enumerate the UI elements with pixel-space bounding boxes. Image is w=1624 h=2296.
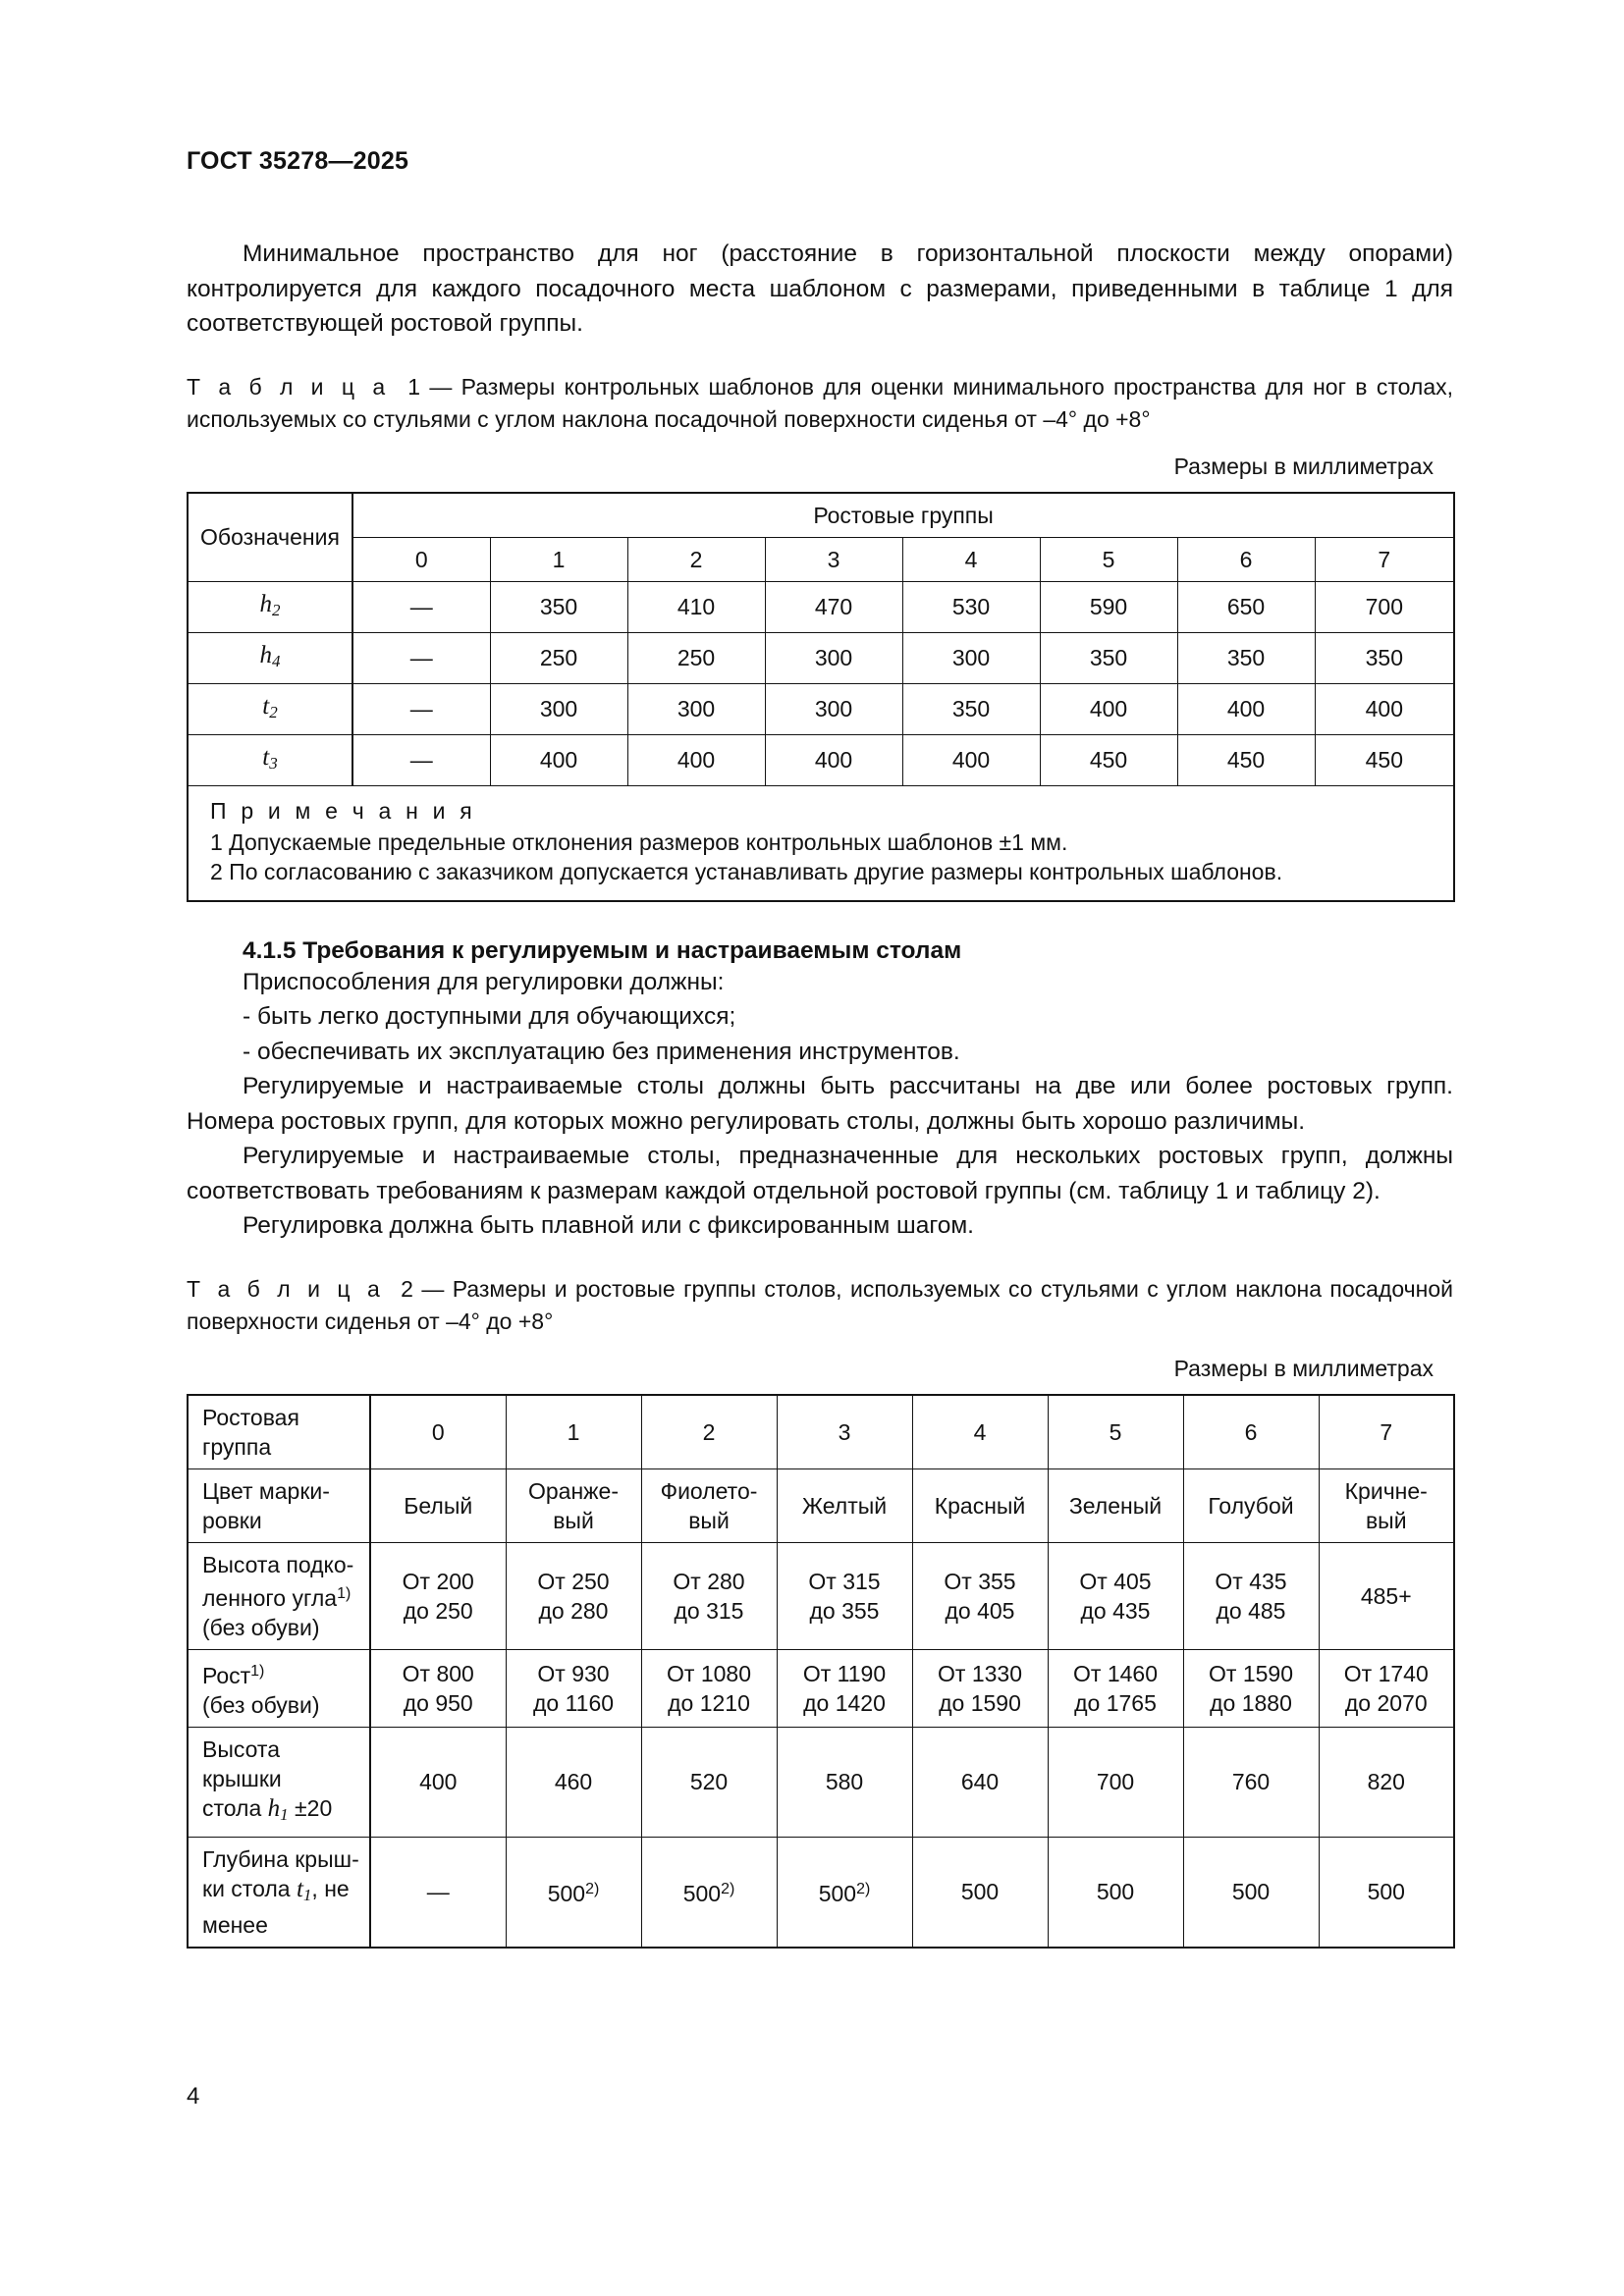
- cell-line: 500: [960, 1879, 1000, 1904]
- table1-cell: 300: [902, 632, 1040, 683]
- table2-cell: [912, 1542, 1048, 1649]
- cell-line: От 280: [673, 1568, 745, 1594]
- table1-cell: 300: [765, 683, 902, 734]
- table2-header-row: [188, 1395, 1454, 1469]
- cell-line-footnote: 500$^{2)}$: [682, 1881, 735, 1906]
- table1-group-1: 1: [490, 537, 627, 581]
- table2-row-header-line2: группа: [202, 1433, 272, 1460]
- table2-cell: [370, 1468, 506, 1542]
- table2-cell: [506, 1727, 641, 1837]
- table1-cell: 250: [627, 632, 765, 683]
- table2-cell: [912, 1468, 1048, 1542]
- table1-cell: —: [352, 734, 490, 785]
- table1-caption-label: Т а б л и ц а: [187, 373, 390, 400]
- label-line-footnote: ленного угла$^{1)}$: [202, 1584, 352, 1611]
- table1-note-2: 2 По согласованию с заказчиком допускается устанавливать другие размеры контрольных шаблонов.: [210, 858, 1283, 884]
- table1-units-note: Размеры в миллиметрах: [1173, 453, 1434, 479]
- table2-row-header-label: [188, 1395, 370, 1469]
- footnote-marker: 2): [721, 1881, 735, 1897]
- cell-line: 500: [1367, 1879, 1405, 1904]
- cell-line: —: [426, 1879, 450, 1904]
- table2-cell: [1048, 1727, 1183, 1837]
- table-row: [188, 632, 1454, 683]
- symbol-sub: 2: [272, 600, 281, 619]
- table1-notes-title: П р и м е ч а н и я: [210, 797, 476, 824]
- cell-line: до 2070: [1344, 1689, 1428, 1716]
- table2-cell: [370, 1649, 506, 1727]
- cell-line: От 250: [537, 1568, 610, 1594]
- table1: [187, 492, 1455, 902]
- table1-cell: —: [352, 683, 490, 734]
- symbol-h: h: [259, 590, 272, 617]
- table2: [187, 1394, 1455, 1949]
- table1-group-3: 3: [765, 537, 902, 581]
- table2-caption-label: Т а б л и ц а: [187, 1275, 385, 1302]
- table2-group-5: 5: [1048, 1395, 1183, 1469]
- cell-line: до 315: [674, 1597, 744, 1624]
- cell-line: От 1190: [802, 1660, 887, 1686]
- table1-caption-text: Размеры контрольных шаблонов для оценки минимального пространства для ног в столах, используемых со стульями с углом наклона посадочной поверхности сиденья от –4° до +8°: [187, 373, 1453, 432]
- table2-cell: [1319, 1542, 1454, 1649]
- table2-group-4: 4: [912, 1395, 1048, 1469]
- table1-symbol-t2: [188, 683, 352, 734]
- table2-cell: [912, 1727, 1048, 1837]
- cell-line: Белый: [404, 1492, 473, 1519]
- table1-group-5: 5: [1040, 537, 1177, 581]
- section-415-paragraph-2: Регулируемые и настраиваемые столы, предназначенные для нескольких ростовых групп, должны соответствовать требованиям к размерам каждой отдельной ростовой группы (см. таблицу 1 и таблицу 2).: [187, 1143, 1453, 1204]
- table1-symbol-h2: [188, 581, 352, 632]
- label-line: Высота подко-: [202, 1551, 354, 1577]
- cell-line: 500: [1096, 1879, 1135, 1904]
- footnote-marker: 1): [250, 1662, 265, 1680]
- table1-group-2: 2: [627, 537, 765, 581]
- table2-cell: [777, 1542, 912, 1649]
- cell-line: От 435: [1215, 1568, 1287, 1594]
- table1-caption: [187, 371, 1453, 436]
- symbol-h: h: [267, 1794, 281, 1822]
- table-row: [188, 1837, 1454, 1948]
- table2-group-1: 1: [506, 1395, 641, 1469]
- cell-line: до 1420: [803, 1689, 886, 1716]
- section-415-bullet-2: - обеспечивать их эксплуатацию без применения инструментов.: [243, 1038, 960, 1065]
- table2-caption-dash: —: [421, 1275, 445, 1302]
- footnote-marker: 2): [585, 1881, 600, 1897]
- cell-line: 760: [1231, 1769, 1271, 1794]
- cell-line: От 1740: [1343, 1660, 1429, 1686]
- section-415-paragraph-1: Регулируемые и настраиваемые столы должны быть рассчитаны на две или более ростовых групп. Номера ростовых групп, для которых можно регулировать столы, должны быть хорошо различимы.: [187, 1073, 1453, 1135]
- table1-cell: 300: [490, 683, 627, 734]
- footnote-marker: 1): [337, 1584, 352, 1602]
- label-line-math: ки стола $t_1$, не: [202, 1875, 350, 1904]
- cell-line: От 1080: [667, 1660, 751, 1686]
- table2-cell: [1183, 1649, 1319, 1727]
- table2-cell: [1319, 1468, 1454, 1542]
- table-row: [188, 734, 1454, 785]
- table1-cell: 450: [1177, 734, 1315, 785]
- symbol-t: t: [262, 692, 270, 720]
- table2-cell: [1319, 1727, 1454, 1837]
- table1-cell: —: [352, 632, 490, 683]
- table2-group-3: 3: [777, 1395, 912, 1469]
- symbol-sub: 1: [280, 1804, 289, 1824]
- table1-cell: 400: [765, 734, 902, 785]
- table1-group-header: Ростовые группы: [352, 493, 1454, 538]
- cell-line: 500: [1231, 1879, 1271, 1904]
- table1-cell: 590: [1040, 581, 1177, 632]
- table1-caption-number: 1: [407, 373, 421, 400]
- table1-cell: 400: [490, 734, 627, 785]
- table-row: [188, 1727, 1454, 1837]
- cell-line: вый: [553, 1507, 594, 1533]
- table1-notes: [188, 785, 1454, 901]
- table1-group-6: 6: [1177, 537, 1315, 581]
- table2-cell: [641, 1649, 777, 1727]
- table2-cell: [370, 1727, 506, 1837]
- label-line: Глубина крыш-: [202, 1845, 359, 1872]
- table2-group-2: 2: [641, 1395, 777, 1469]
- cell-line: От 315: [808, 1568, 881, 1594]
- table2-cell: [1048, 1649, 1183, 1727]
- cell-line: до 250: [403, 1597, 473, 1624]
- table2-group-7: 7: [1319, 1395, 1454, 1469]
- label-line: (без обуви): [202, 1691, 320, 1718]
- cell-line: 580: [825, 1769, 864, 1794]
- table2-cell: [1183, 1468, 1319, 1542]
- section-heading-415: 4.1.5 Требования к регулируемым и настраиваемым столам: [243, 936, 962, 964]
- table1-cell: 700: [1315, 581, 1454, 632]
- label-line: менее: [202, 1911, 268, 1938]
- cell-line: Зеленый: [1068, 1492, 1163, 1519]
- table1-group-0: 0: [352, 537, 490, 581]
- label-line: Цвет марки-: [202, 1477, 330, 1504]
- table-row: [188, 683, 1454, 734]
- table2-cell: [912, 1837, 1048, 1948]
- cell-line: вый: [1365, 1507, 1407, 1533]
- table2-cell: [1183, 1542, 1319, 1649]
- cell-line: Голубой: [1208, 1492, 1294, 1519]
- table2-cell: [506, 1542, 641, 1649]
- table2-cell: [1048, 1542, 1183, 1649]
- table-row: [188, 581, 1454, 632]
- table2-cell: [641, 1468, 777, 1542]
- cell-line: до 1590: [939, 1689, 1021, 1716]
- section-415-bullet-1: - быть легко доступными для обучающихся;: [243, 1003, 736, 1030]
- section-415-lead: Приспособления для регулировки должны:: [243, 968, 725, 995]
- table2-cell: [777, 1727, 912, 1837]
- cell-line: до 405: [945, 1597, 1015, 1624]
- table2-cell: [641, 1727, 777, 1837]
- cell-line: 820: [1367, 1769, 1405, 1794]
- cell-line: 460: [554, 1769, 593, 1794]
- cell-line: От 930: [537, 1660, 610, 1686]
- table2-cell: [1319, 1837, 1454, 1948]
- cell-line: От 405: [1079, 1568, 1152, 1594]
- symbol-sub: 2: [269, 702, 278, 721]
- table1-header-row-2: [188, 537, 1454, 581]
- section-415-paragraph-3: Регулировка должна быть плавной или с фиксированным шагом.: [243, 1212, 974, 1239]
- table2-cell: [370, 1837, 506, 1948]
- cell-line: Желтый: [801, 1492, 888, 1519]
- label-line-footnote: Рост$^{1)}$: [202, 1662, 265, 1688]
- table1-cell: 400: [627, 734, 765, 785]
- symbol-h: h: [259, 641, 272, 668]
- table2-group-6: 6: [1183, 1395, 1319, 1469]
- table1-note-1: 1 Допускаемые предельные отклонения размеров контрольных шаблонов ±1 мм.: [210, 828, 1068, 855]
- table1-cell: 410: [627, 581, 765, 632]
- table1-cell: 470: [765, 581, 902, 632]
- label-line: ровки: [202, 1507, 262, 1533]
- cell-line: Фиолето-: [660, 1477, 758, 1504]
- table2-cell: [777, 1649, 912, 1727]
- table1-caption-dash: —: [429, 373, 453, 400]
- table1-cell: 250: [490, 632, 627, 683]
- table1-group-4: 4: [902, 537, 1040, 581]
- table1-cell: 350: [490, 581, 627, 632]
- table2-caption-number: 2: [401, 1275, 413, 1302]
- cell-line: вый: [688, 1507, 730, 1533]
- document-header: ГОСТ 35278—2025: [187, 147, 409, 175]
- label-line: Высота крышки: [202, 1735, 282, 1791]
- cell-line-footnote: 500$^{2)}$: [547, 1881, 600, 1906]
- table2-cell: [777, 1468, 912, 1542]
- table2-cell: [506, 1468, 641, 1542]
- cell-line: до 1160: [532, 1689, 615, 1716]
- cell-line: 640: [960, 1769, 1000, 1794]
- table1-symbol-h4: [188, 632, 352, 683]
- label-line-math: стола $h_1 \pm 20$: [202, 1794, 333, 1824]
- table2-units-note: Размеры в миллиметрах: [1173, 1355, 1434, 1381]
- table2-cell: [912, 1649, 1048, 1727]
- table-row: [188, 1542, 1454, 1649]
- table1-row-header-label: Обозначения: [188, 493, 352, 582]
- cell-line: От 355: [944, 1568, 1016, 1594]
- symbol-t: t: [262, 743, 270, 771]
- cell-line: От 800: [402, 1660, 474, 1686]
- table2-cell: [641, 1542, 777, 1649]
- table2-cell: [777, 1837, 912, 1948]
- table1-cell: 400: [1177, 683, 1315, 734]
- cell-line: От 1590: [1209, 1660, 1293, 1686]
- table2-row-label-stature: [188, 1649, 370, 1727]
- cell-line: до 1880: [1210, 1689, 1292, 1716]
- table2-cell: [1048, 1468, 1183, 1542]
- table-row: [188, 1649, 1454, 1727]
- intro-paragraph: Минимальное пространство для ног (расстояние в горизонтальной плоскости между опорами) контролируется для каждого посадочного места шаблоном с размерами, приведенными в таблице 1 для соответствующей ростовой группы.: [187, 240, 1453, 337]
- table2-caption-text: Размеры и ростовые группы столов, используемых со стульями с углом наклона посадочной поверхности сиденья от –4° до +8°: [187, 1275, 1454, 1334]
- cell-line: до 950: [403, 1689, 473, 1716]
- cell-line: От 1330: [938, 1660, 1022, 1686]
- label-line: (без обуви): [202, 1614, 320, 1640]
- cell-line: до 435: [1080, 1597, 1151, 1624]
- table1-cell: 530: [902, 581, 1040, 632]
- cell-line: до 280: [538, 1597, 609, 1624]
- table2-cell: [506, 1649, 641, 1727]
- table1-cell: 350: [1177, 632, 1315, 683]
- table1-body: [188, 493, 1454, 901]
- symbol-sub: 3: [269, 753, 278, 773]
- table1-cell: —: [352, 581, 490, 632]
- table2-row-header-line1: Ростовая: [202, 1404, 299, 1430]
- table1-cell: 350: [902, 683, 1040, 734]
- table1-cell: 400: [1040, 683, 1177, 734]
- table2-cell: [1183, 1837, 1319, 1948]
- footnote-marker: 2): [856, 1881, 871, 1897]
- table2-cell: [1319, 1649, 1454, 1727]
- symbol-t: t: [296, 1875, 303, 1902]
- cell-line: Оранже-: [527, 1477, 619, 1504]
- table1-cell: 450: [1040, 734, 1177, 785]
- cell-line: От 1460: [1073, 1660, 1158, 1686]
- table1-header-row-1: [188, 493, 1454, 538]
- table1-notes-row: [188, 785, 1454, 901]
- table1-cell: 300: [627, 683, 765, 734]
- table1-cell: 300: [765, 632, 902, 683]
- table2-cell: [1048, 1837, 1183, 1948]
- table2-cell: [1183, 1727, 1319, 1837]
- cell-line: до 1765: [1074, 1689, 1157, 1716]
- cell-line: 520: [689, 1769, 729, 1794]
- cell-line: 485+: [1360, 1582, 1412, 1609]
- table2-body: [188, 1395, 1454, 1948]
- cell-line-footnote: 500$^{2)}$: [818, 1881, 871, 1906]
- page-number: 4: [187, 2083, 200, 2109]
- table2-caption: [187, 1273, 1453, 1338]
- table2-cell: [641, 1837, 777, 1948]
- cell-line: 700: [1096, 1769, 1135, 1794]
- table2-group-0: 0: [370, 1395, 506, 1469]
- cell-line: до 1210: [668, 1689, 750, 1716]
- table1-cell: 400: [1315, 683, 1454, 734]
- table2-row-label-color: [188, 1468, 370, 1542]
- table1-cell: 350: [1315, 632, 1454, 683]
- cell-line: Красный: [934, 1492, 1026, 1519]
- cell-line: до 485: [1216, 1597, 1286, 1624]
- cell-line: Кричне-: [1344, 1477, 1428, 1504]
- table-row: [188, 1468, 1454, 1542]
- table2-row-label-popliteal-height: [188, 1542, 370, 1649]
- cell-line: 400: [419, 1769, 458, 1794]
- table2-cell: [506, 1837, 641, 1948]
- table1-cell: 650: [1177, 581, 1315, 632]
- table1-cell: 400: [902, 734, 1040, 785]
- symbol-sub: 1: [302, 1885, 312, 1904]
- table2-row-label-top-height: [188, 1727, 370, 1837]
- table2-row-label-top-depth: [188, 1837, 370, 1948]
- table1-symbol-t3: [188, 734, 352, 785]
- page-content: [187, 147, 1453, 1949]
- cell-line: до 355: [809, 1597, 880, 1624]
- table1-cell: 350: [1040, 632, 1177, 683]
- table1-group-7: 7: [1315, 537, 1454, 581]
- cell-line: От 200: [402, 1568, 474, 1594]
- symbol-sub: 4: [272, 651, 281, 670]
- table1-cell: 450: [1315, 734, 1454, 785]
- table2-cell: [370, 1542, 506, 1649]
